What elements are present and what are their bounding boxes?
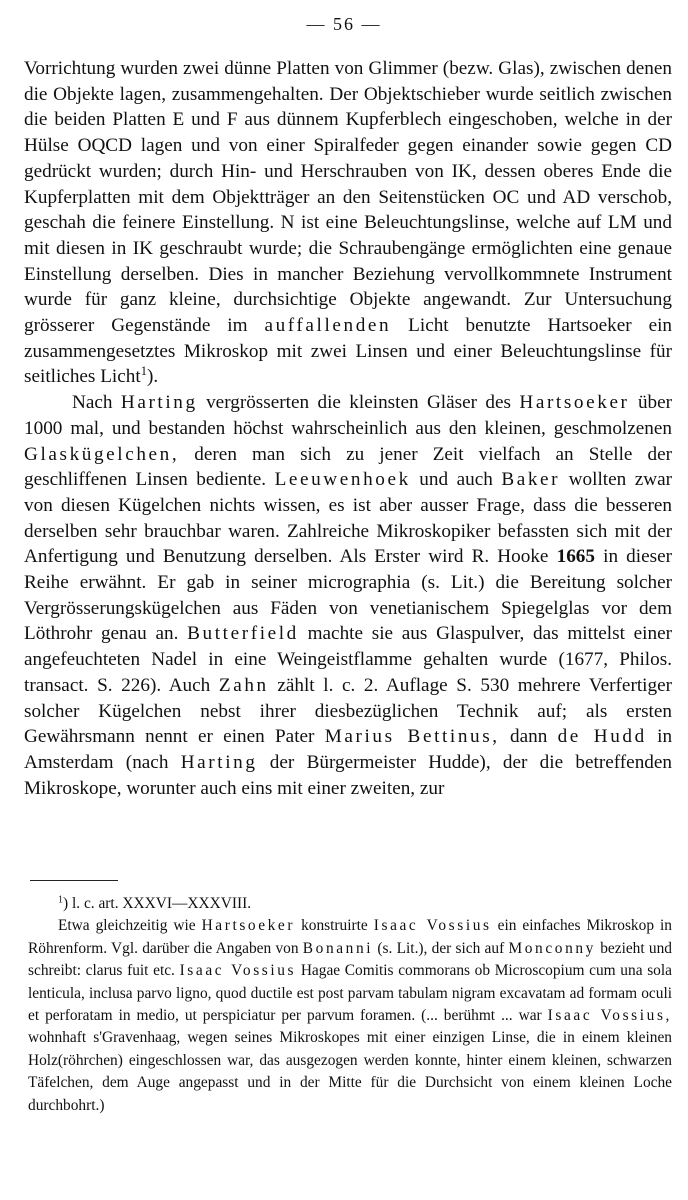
text-run: Etwa gleichzeitig wie	[58, 917, 196, 935]
text-run: dann	[510, 726, 548, 748]
footnote-1-text: ) l. c. art. XXXVI—XXXVIII.	[63, 895, 252, 912]
text-run: bezieht und schreibt: clarus fuit etc.	[28, 939, 672, 980]
page-number: — 56 —	[306, 14, 382, 34]
footnote-2	[28, 915, 672, 1117]
year-1665: 1665	[556, 546, 595, 568]
name-isaac-vossius-3: Isaac Vossius,	[547, 1007, 672, 1025]
name-harting-2: Harting	[180, 751, 258, 773]
name-bonanni: Bonanni	[302, 939, 374, 957]
name-butterfield: Butterfield	[187, 623, 299, 645]
text-run: und auch	[419, 469, 493, 491]
text-run: deren man sich zu jener Zeit vielfach an Stelle der geschliffenen Linsen bediente.	[24, 443, 672, 491]
paragraph-1-end: ).	[146, 366, 159, 388]
name-isaac-vossius-2: Isaac Vossius	[179, 962, 297, 980]
text-run: wollten zwar von diesen Kügelchen nichts wissen, es ist aber ausser Frage, dass die besseren derselben sehr brauchbar waren. Zahlreiche Mikroskopiker befassten sich mit der Anfertigung und Benutzung derselben. Als Erster wird R. Hooke	[24, 469, 673, 568]
footnote-1	[28, 893, 672, 915]
emphasis-glaskuegelchen: Glaskügelchen,	[24, 443, 180, 465]
text-run: Nach	[72, 392, 113, 414]
name-hartsoeker: Hartsoeker	[519, 392, 630, 414]
name-leeuwenhoek: Leeuwenhoek	[274, 469, 411, 491]
main-text	[24, 56, 672, 801]
paragraph-1	[24, 56, 672, 390]
name-harting: Harting	[120, 392, 198, 414]
text-run: Hagae Comitis commorans ob Microscopium cum una sola lenticula, inclusa parvo ligno, quod ductile est post parvam tabulam nigram excavatam ad formam oculi et perforatam in medio, ut perspiciatur per parvum foramen. (... berühmt ... war	[28, 962, 672, 1025]
text-run: (s. Lit.), der sich auf	[377, 939, 505, 957]
text-run: zählt l. c. 2. Auflage S. 530 mehrere Verfertiger solcher Kügelchen nebst ihrer diesbezüglichen Technik auf; als ersten Gewährsmann nennt er einen Pater	[24, 674, 673, 748]
text-run: in dieser Reihe erwähnt. Er gab in seiner micrographia (s. Lit.) die Bereitung solcher Vergrösserungskügelchen aus Fäden von venetianischem Spiegelglas vor dem Löthrohr genau an.	[24, 546, 672, 645]
name-de-hudd: de Hudd	[557, 726, 647, 748]
text-run: machte sie aus Glaspulver, das mittelst einer angefeuchteten Nadel in eine Weingeistflamme gehalten wurde (1677, Philos. transact. S. 226). Auch	[24, 623, 672, 696]
text-run: vergrösserten die kleinsten Gläser des	[206, 392, 511, 414]
name-isaac-vossius: Isaac Vossius	[373, 917, 492, 935]
footnote-marker: 1	[58, 894, 63, 906]
name-baker: Baker	[501, 469, 561, 491]
text-run: in Amsterdam (nach	[24, 726, 673, 773]
name-zahn: Zahn	[218, 674, 269, 696]
text-run: wohnhaft s'Gravenhaag, wegen seines Mikroskopes mit einer einzigen Linse, die in einem kleinen Holz(röhrchen) eingeschlossen war, das ausgezogen werden konnte, hinter einem kleinen, schwarzen Täfelchen, dem Auge angepasst und in der Mitte für die Durchsicht von einem kleinen Loche durchbohrt.)	[28, 1029, 672, 1114]
footnote-ref: 1	[140, 364, 147, 379]
text-run: der Bürgermeister Hudde), der die betreffenden Mikroskope, worunter auch eins mit einer zweiten, zur	[24, 751, 672, 799]
emphasis-auffallenden: auffallenden	[264, 315, 392, 337]
name-hartsoeker: Hartsoeker	[201, 917, 296, 935]
name-marius-bettinus: Marius Bettinus,	[324, 726, 500, 748]
text-run: über 1000 mal, und bestanden höchst wahrscheinlich aus den kleinen, geschmolzenen	[24, 392, 673, 439]
text-run: konstruirte	[301, 917, 368, 935]
footnotes	[28, 893, 672, 1117]
paragraph-1-text: Vorrichtung wurden zwei dünne Platten von Glimmer (bezw. Glas), zwischen denen die Objekte lagen, zusammengehalten. Der Objektschieber wurde seitlich zwischen die beiden Platten E und F aus dünnem Kupferblech eingeschoben, welche in der Hülse OQCD lagen und von einer Spiralfeder gegen einander sowie gegen CD gedrückt wurden; durch Hin- und Herschrauben von IK, dessen oberes Ende die Kupferplatten mit dem Objektträger an den Seitenstücken OC und AD verschob, geschah die feinere Einstellung. N ist eine Beleuchtungslinse, welche auf LM und mit diesen in IK geschraubt wurde; die Schraubengänge ermöglichten eine genaue Einstellung derselben. Dies in mancher Beziehung vervollkommnete Instrument wurde für ganz kleine, durchsichtige Objekte angewandt. Zur Untersuchung grösserer Gegenstände im	[24, 58, 672, 337]
paragraph-1-text-2: Licht benutzte Hartsoeker ein zusammengesetztes Mikroskop mit zwei Linsen und einer Beleuchtungslinse für seitliches Licht	[24, 315, 673, 388]
name-monconny: Monconny	[508, 939, 596, 957]
footnote-divider	[30, 880, 118, 881]
text-run: ein einfaches Mikroskop in Röhrenform. Vgl. darüber die Angaben von	[28, 917, 672, 957]
paragraph-2	[24, 390, 672, 801]
